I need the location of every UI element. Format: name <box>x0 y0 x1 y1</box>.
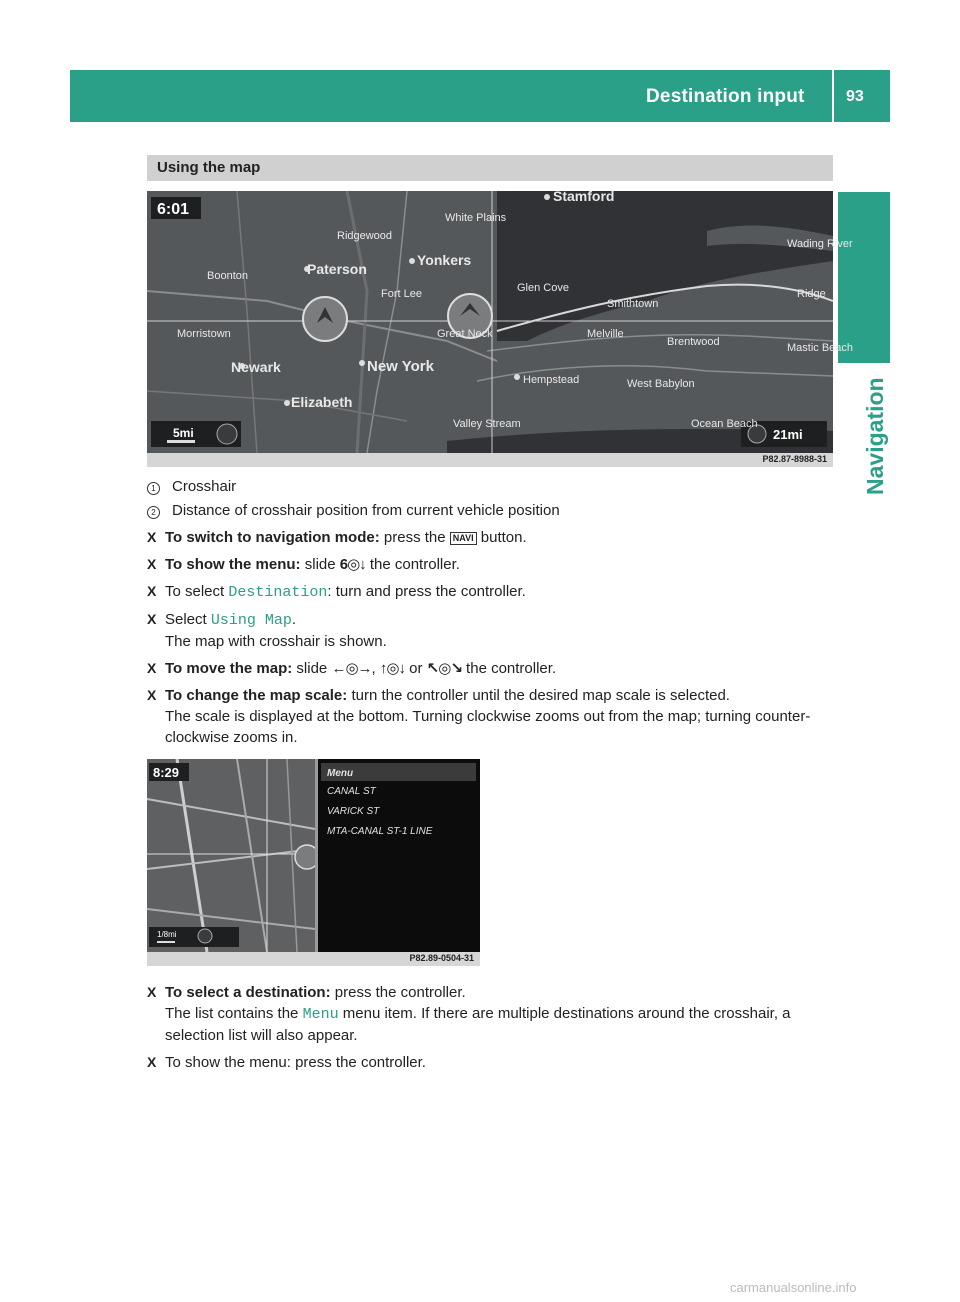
controller-icon: 6◎↓ <box>339 556 366 573</box>
step-text: . <box>291 611 297 628</box>
step-arrow-icon: X <box>147 687 157 703</box>
map-scale: 1/8mi <box>157 930 177 939</box>
map-menu-illustration <box>147 759 480 966</box>
watermark: carmanualsonline.info <box>730 1280 857 1295</box>
map-label: Great Neck <box>437 328 493 340</box>
section-title: Using the map <box>157 159 261 176</box>
map-label: New York <box>367 358 434 375</box>
map-scale: 5mi <box>173 426 194 440</box>
map-label: Mastic Beach <box>787 342 854 354</box>
step-arrow-icon: X <box>147 583 157 599</box>
step-text: or <box>404 660 427 677</box>
map-label: Boonton <box>207 270 248 282</box>
map-label: Wading River <box>787 238 853 250</box>
step-item <box>147 982 837 1046</box>
legend-number: 1 <box>147 482 160 495</box>
step-arrow-icon: X <box>147 660 157 676</box>
map-label: Valley Stream <box>453 418 521 430</box>
map-illustration <box>147 188 854 467</box>
map-clock: 8:29 <box>153 765 180 780</box>
navi-key-icon: NAVI <box>450 532 477 545</box>
step-text: turn the controller until the desired map scale is selected. <box>347 687 730 704</box>
step-text: To show the menu: press the controller. <box>165 1054 426 1071</box>
side-tab-label: Navigation <box>862 377 888 495</box>
map-label: Yonkers <box>417 252 472 268</box>
step-text: To select <box>165 583 229 600</box>
display-text: Using Map <box>210 612 292 629</box>
step-text: , <box>371 660 380 677</box>
step-item <box>147 554 837 575</box>
legend-item <box>147 476 837 497</box>
header-divider <box>832 70 834 122</box>
map-label: Ocean Beach <box>691 418 758 430</box>
map-clock: 6:01 <box>157 201 190 218</box>
map-label: Elizabeth <box>291 394 353 410</box>
map-label: Paterson <box>307 261 367 277</box>
step-item <box>147 685 837 748</box>
map-label: White Plains <box>445 212 507 224</box>
map-figure <box>147 188 854 467</box>
figure-caption: P82.89-0504-31 <box>409 953 474 963</box>
map-label: Glen Cove <box>517 282 569 294</box>
step-text: Select <box>165 611 211 628</box>
step-bold-text: To switch to navigation mode: <box>165 529 380 546</box>
map-label: Brentwood <box>667 336 720 348</box>
map-label: Morristown <box>177 328 231 340</box>
step-arrow-icon: X <box>147 556 157 572</box>
instructions-block <box>147 476 837 748</box>
menu-title: Menu <box>327 768 354 779</box>
side-tab-block <box>838 192 890 363</box>
legend-number: 2 <box>147 506 160 519</box>
controller-icon: ↖◎↘ <box>426 660 462 677</box>
map-label: Fort Lee <box>381 288 422 300</box>
step-text: : turn and press the controller. <box>327 583 526 600</box>
map-label: Ridgewood <box>337 230 393 242</box>
step-bold-text: To show the menu: <box>165 556 301 573</box>
step-bold-text: To change the map scale: <box>165 687 348 704</box>
step-note: menu item. If there are multiple destinations around the crosshair, a selection list will also appear. <box>165 1005 791 1044</box>
step-bold-text: To select a destination: <box>165 984 331 1001</box>
instructions-block-2 <box>147 976 837 1073</box>
step-note: The list contains the <box>165 1005 303 1022</box>
menu-item: MTA-CANAL ST-1 LINE <box>327 826 433 837</box>
step-item <box>147 1052 837 1073</box>
figure-caption-strip <box>147 453 833 467</box>
step-text: the controller. <box>461 660 557 677</box>
display-text: Destination <box>228 584 328 601</box>
menu-item: VARICK ST <box>327 806 380 817</box>
controller-icon: ←◎→ <box>331 660 372 677</box>
map-label: Melville <box>587 328 624 340</box>
step-text: press the controller. <box>330 984 466 1001</box>
map-label: Hempstead <box>523 374 580 386</box>
step-arrow-icon: X <box>147 1054 157 1070</box>
step-text: press the <box>379 529 450 546</box>
step-text: slide <box>300 556 340 573</box>
page-header-title: Destination input <box>646 86 805 107</box>
step-bold-text: To move the map: <box>165 660 293 677</box>
figure-caption: P82.87-8988-31 <box>762 454 827 464</box>
page-number: 93 <box>846 88 864 105</box>
legend-item <box>147 500 837 521</box>
legend-text: Crosshair <box>172 478 237 495</box>
map-label: Smithtown <box>607 298 659 310</box>
map-menu-figure <box>147 759 480 966</box>
step-item <box>147 658 837 679</box>
map-label: West Babylon <box>627 378 695 390</box>
map-label: Newark <box>231 359 281 375</box>
map-distance: 21mi <box>773 427 803 442</box>
controller-icon: ↑◎↓ <box>379 660 405 677</box>
step-text: the controller. <box>365 556 460 573</box>
step-arrow-icon: X <box>147 611 157 627</box>
menu-item: CANAL ST <box>327 786 376 797</box>
step-item <box>147 609 837 652</box>
step-text: button. <box>476 529 527 546</box>
step-note: The map with crosshair is shown. <box>165 633 387 650</box>
step-item <box>147 581 837 603</box>
step-item <box>147 527 837 548</box>
step-arrow-icon: X <box>147 984 157 1000</box>
map-label: Stamford <box>553 188 615 204</box>
map-label: Ridge <box>797 288 826 300</box>
display-text: Menu <box>302 1006 339 1023</box>
legend-text: Distance of crosshair position from current vehicle position <box>172 502 560 519</box>
step-arrow-icon: X <box>147 529 157 545</box>
step-text: slide <box>292 660 332 677</box>
step-note: The scale is displayed at the bottom. Turning clockwise zooms out from the map; turning counter-clockwise zooms in. <box>165 708 811 746</box>
